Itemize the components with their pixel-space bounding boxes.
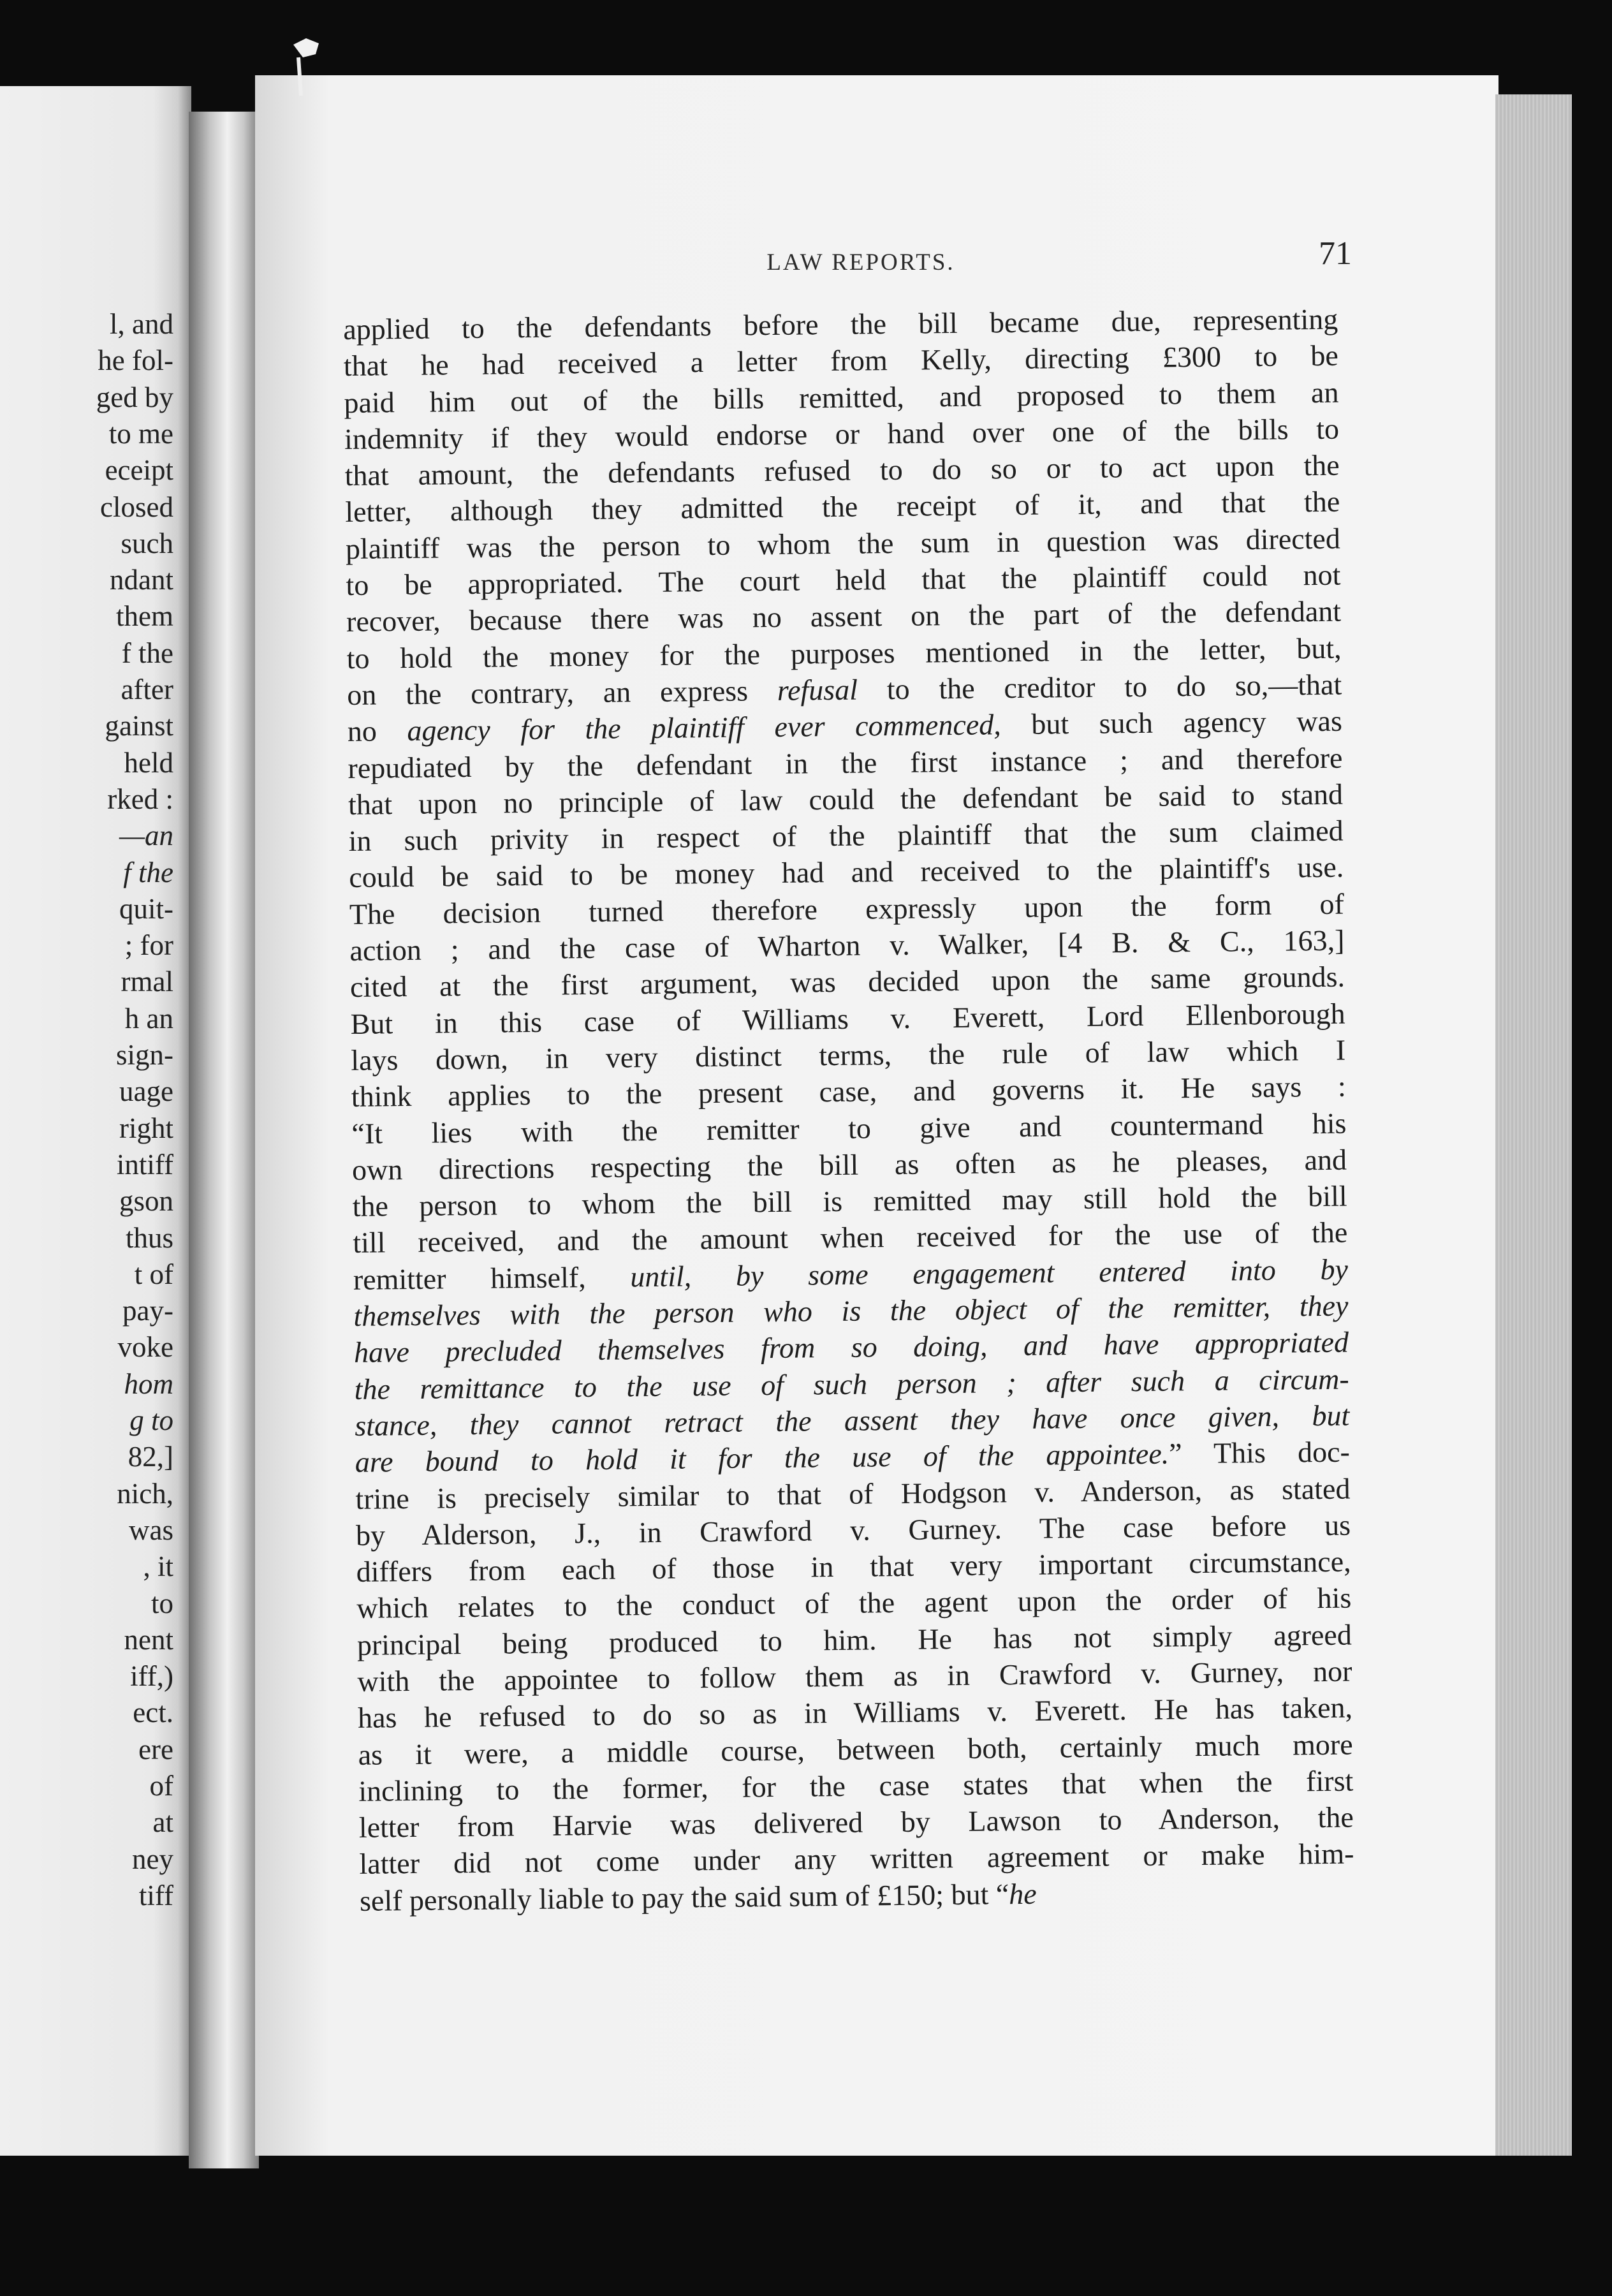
page-number: 71	[1319, 235, 1352, 272]
paper-speck-mark	[281, 26, 344, 102]
left-page-line-fragment: ndant	[110, 564, 173, 596]
page-fore-edge	[1495, 94, 1572, 2156]
left-page-line-fragment: right	[119, 1112, 173, 1144]
left-page-line-fragment: intiff	[116, 1148, 173, 1181]
left-page-line-fragment: eceipt	[105, 454, 173, 487]
left-page-line-fragment: , it	[143, 1550, 173, 1583]
left-page-line-fragment: uage	[119, 1075, 173, 1108]
body-text-line: that amount, the defendants refused to do so or to act upon the	[344, 448, 1340, 492]
body-text-line: indemnity if they would endorse or hand over one of the bills to	[344, 412, 1340, 455]
body-text-line: the remittance to the use of such person ; after such a circum-	[354, 1362, 1349, 1406]
left-page-line-fragment: them	[116, 600, 173, 633]
body-text-line: plaintiff was the person to whom the sum in question was directed	[345, 522, 1341, 565]
italic-phrase: are bound to hold it for the use of the appointee.	[355, 1437, 1169, 1479]
body-text-line: that he had received a letter from Kelly, directing £300 to be	[343, 339, 1339, 383]
left-page-line-fragment: nich,	[117, 1477, 173, 1510]
left-page-line-fragment: f the	[121, 637, 173, 669]
book-gutter	[189, 112, 259, 2168]
body-text-line: have precluded themselves from so doing, and have appropriated	[353, 1325, 1349, 1369]
left-page-line-fragment: quit-	[119, 892, 173, 925]
body-text-line: action ; and the case of Wharton v. Walker, [4 B. & C., 163,]	[349, 924, 1345, 967]
left-page-line-fragment: gson	[119, 1185, 173, 1218]
left-page-line-fragment: iff,)	[130, 1660, 173, 1693]
body-text-line: “It lies with the remitter to give and countermand his	[351, 1107, 1347, 1150]
body-text-line: recover, because there was no assent on the part of the defendant	[346, 595, 1342, 638]
body-text-line: But in this case of Williams v. Everett, Lord Ellenborough	[350, 997, 1345, 1040]
left-page-line-fragment: of	[149, 1770, 173, 1802]
body-text-line: the person to whom the bill is remitted may still hold the bill	[352, 1179, 1347, 1223]
body-text-line: own directions respecting the bill as often as he pleases, and	[351, 1143, 1347, 1186]
left-page-line-fragment: held	[124, 746, 173, 779]
body-text-line: repudiated by the defendant in the first instance ; and therefore	[348, 741, 1343, 784]
left-page-line-fragment: he fol-	[98, 344, 173, 377]
left-page-line-fragment: closed	[100, 490, 173, 523]
body-text-line: differs from each of those in that very important circumstance,	[356, 1545, 1351, 1588]
left-page-line-fragment: f the	[123, 856, 173, 888]
left-page-line-fragment: g to	[129, 1404, 173, 1436]
body-text-line: with the appointee to follow them as in Crawford v. Gurney, nor	[357, 1654, 1352, 1698]
left-page-line-fragment: rked :	[107, 783, 173, 815]
left-page-line-fragment: such	[121, 527, 173, 559]
left-page-line-fragment: pay-	[122, 1295, 173, 1327]
left-page-line-fragment: ney	[132, 1843, 173, 1875]
body-text-line: letter from Harvie was delivered by Lawson to Anderson, the	[358, 1800, 1354, 1844]
left-page-line-fragment: gainst	[105, 710, 173, 742]
left-page-line-fragment: hom	[124, 1367, 173, 1400]
text-segment: to the creditor to do so,—that	[857, 668, 1342, 706]
left-page-line-fragment: ged by	[96, 381, 173, 413]
body-text	[343, 301, 1354, 1919]
body-text-line: which relates to the conduct of the agent upon the order of his	[356, 1581, 1352, 1625]
body-text-line: paid him out of the bills remitted, and proposed to them an	[344, 376, 1339, 419]
running-head: LAW REPORTS.	[766, 249, 955, 276]
left-page-line-fragment: t of	[134, 1258, 173, 1290]
left-page-line-fragment: thus	[125, 1221, 173, 1254]
text-segment: no	[347, 714, 407, 748]
body-text-line: by Alderson, J., in Crawford v. Gurney. The case before us	[355, 1508, 1351, 1552]
left-facing-page	[0, 86, 191, 2156]
body-text-line: trine is precisely similar to that of Hodgson v. Anderson, as stated	[355, 1472, 1351, 1515]
left-page-line-fragment: was	[129, 1513, 173, 1546]
body-text-line: has he refused to do so as in Williams v. Everett. He has taken,	[357, 1691, 1353, 1735]
body-text-line: stance, they cannot retract the assent they have once given, but	[355, 1399, 1350, 1442]
left-page-line-fragment: to	[150, 1587, 173, 1619]
body-text-line: inclining to the former, for the case states that when the first	[358, 1764, 1354, 1807]
italic-phrase: he	[1008, 1877, 1037, 1910]
body-text-line: till received, and the amount when received for the use of the	[353, 1216, 1348, 1260]
italic-phrase: until, by some engagement entered into by	[630, 1253, 1349, 1293]
left-page-line-fragment: after	[121, 673, 173, 705]
left-page-line-fragment: at	[152, 1806, 173, 1839]
body-text-line: principal being produced to him. He has not simply agreed	[356, 1618, 1352, 1661]
left-page-line-fragment: ere	[138, 1733, 173, 1765]
left-page-line-fragment: tiff	[138, 1879, 173, 1911]
left-page-line-fragment: 82,]	[128, 1441, 173, 1473]
body-text-line: lays down, in very distinct terms, the rule of law which I	[351, 1033, 1346, 1077]
body-text-line: to be appropriated. The court held that the plaintiff could not	[346, 558, 1341, 602]
left-page-line-fragment: nent	[124, 1623, 173, 1656]
left-page-line-fragment: to me	[108, 417, 173, 450]
text-segment: remitter himself,	[353, 1260, 631, 1296]
left-page-line-fragment: rmal	[121, 966, 173, 998]
left-page-line-fragment: voke	[117, 1331, 173, 1364]
left-page-line-fragment: ; for	[124, 929, 173, 962]
italic-phrase: refusal	[777, 673, 858, 707]
left-page-line-fragment: h an	[124, 1002, 173, 1034]
text-segment: ” This doc-	[1168, 1435, 1351, 1470]
body-text-line: could be said to be money had and received to the plaintiff's use.	[349, 851, 1344, 894]
body-text-line: in such privity in respect of the plaintiff that the sum claimed	[348, 814, 1344, 858]
body-text-line: themselves with the person who is the object of the remitter, they	[353, 1289, 1349, 1332]
left-page-line-fragment: l, and	[110, 308, 173, 340]
body-text-line: cited at the first argument, was decided upon the same grounds.	[349, 960, 1345, 1004]
body-text-line: applied to the defendants before the bill became due, representing	[343, 302, 1338, 346]
body-text-line: that upon no principle of law could the defendant be said to stand	[348, 777, 1344, 821]
body-text-line: as it were, a middle course, between both, certainly much more	[358, 1728, 1353, 1771]
left-page-line-fragment: sign-	[116, 1039, 173, 1071]
text-segment: self personally liable to pay the said sum of £150; but “	[359, 1877, 1009, 1917]
body-text-line: to hold the money for the purposes mentioned in the letter, but,	[346, 631, 1342, 675]
body-text-line: The decision turned therefore expressly upon the form of	[349, 887, 1345, 931]
body-text-line: letter, although they admitted the receipt of it, and that the	[345, 485, 1340, 529]
text-segment: on the contrary, an express	[347, 673, 778, 711]
italic-phrase: agency for the plaintiff ever commenced,	[407, 708, 1002, 747]
left-page-line-fragment: ect.	[133, 1696, 173, 1729]
body-text-line: think applies to the present case, and governs it. He says :	[351, 1070, 1347, 1114]
body-text-line: latter did not come under any written agreement or make him-	[359, 1837, 1354, 1881]
text-segment: but such agency was	[1000, 704, 1343, 741]
left-page-line-fragment: —an	[119, 820, 173, 852]
